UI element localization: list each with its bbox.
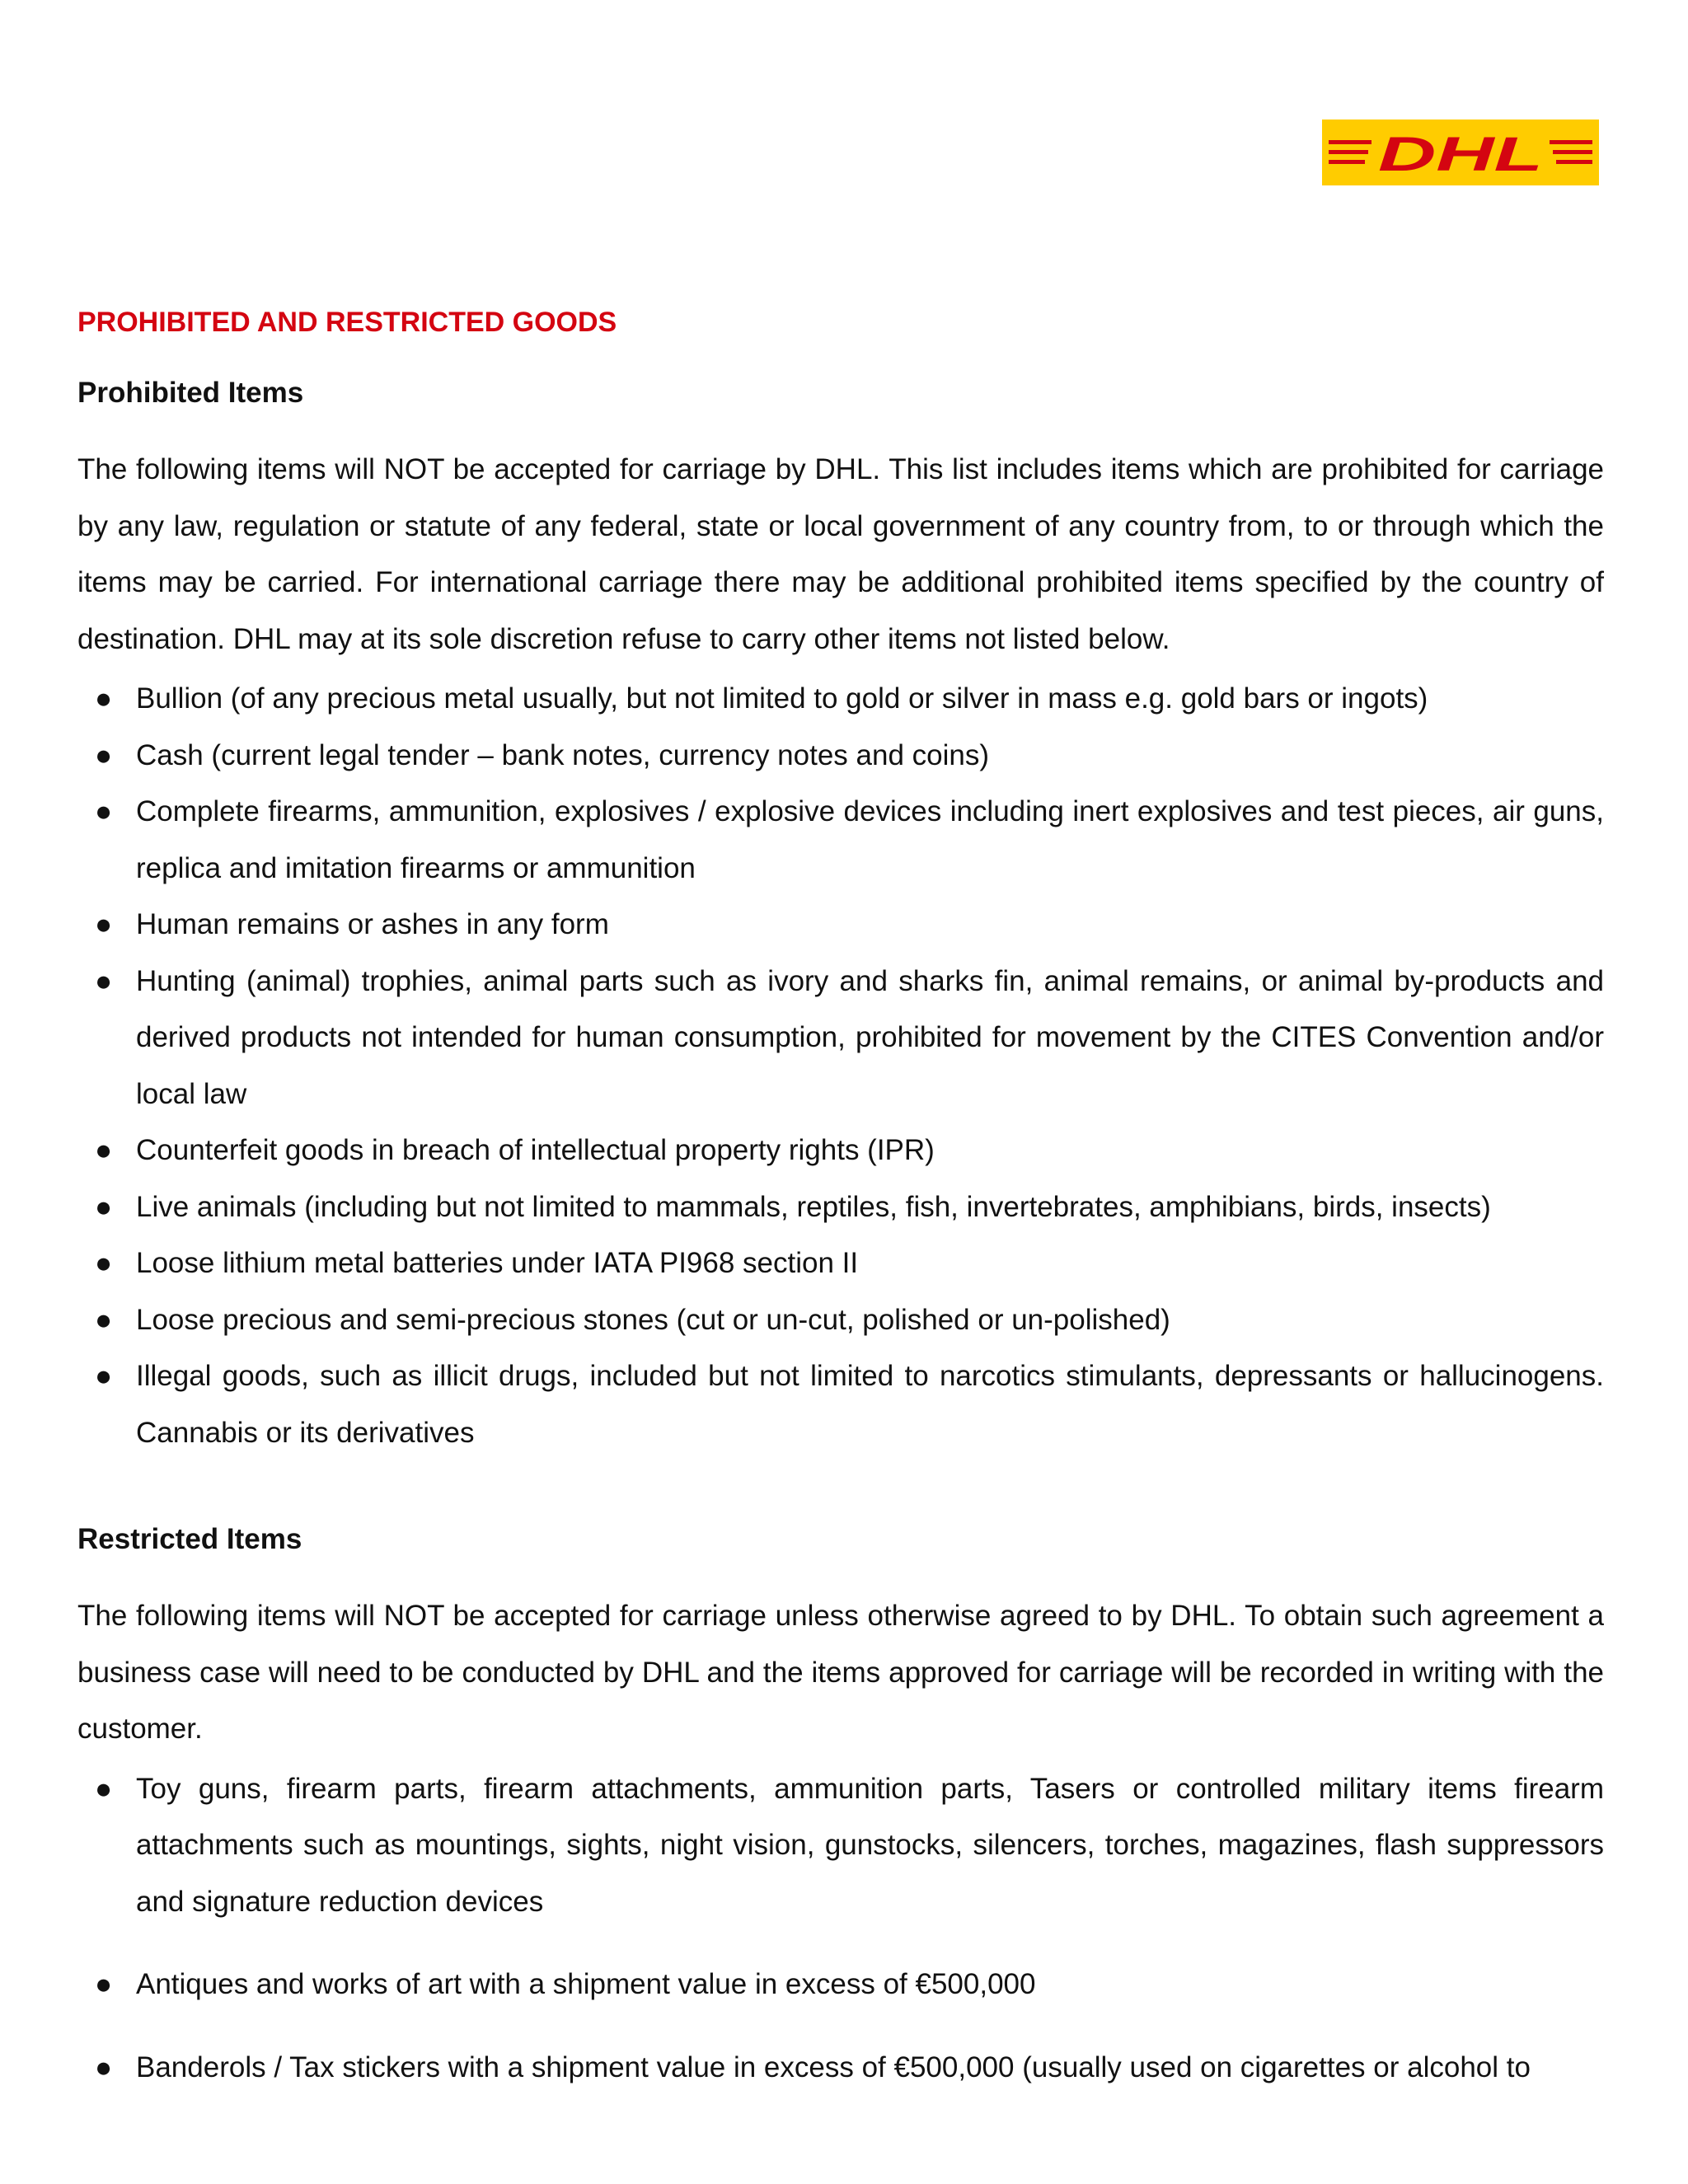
bullet-icon: ● [95, 964, 113, 997]
bullet-icon: ● [95, 908, 113, 940]
restricted-heading: Restricted Items [77, 1523, 302, 1555]
bullet-icon: ● [95, 1772, 113, 1805]
list-item: ● Loose precious and semi-precious stones (cut or un-cut, polished or un-polished) [77, 1292, 1604, 1349]
restricted-intro: The following items will NOT be accepted for carriage unless otherwise agreed to by DHL. To obtain such agreement a business case will need to be conducted by DHL and the items approved for carriage will be recorded in writing with the customer. [77, 1600, 1604, 1745]
bullet-icon: ● [95, 1303, 113, 1336]
bullet-icon: ● [95, 1190, 113, 1223]
list-item: ● Banderols / Tax stickers with a shipment value in excess of €500,000 (usually used on cigarettes or alcohol to [77, 2040, 1604, 2097]
bullet-icon: ● [95, 1968, 113, 2000]
bullet-icon: ● [95, 1134, 113, 1166]
list-item: ● Complete firearms, ammunition, explosives / explosive devices including inert explosives and test pieces, air guns, replica and imitation firearms or ammunition [77, 784, 1604, 897]
list-item: ● Bullion (of any precious metal usually, but not limited to gold or silver in mass e.g. gold bars or ingots) [77, 671, 1604, 728]
prohibited-list [77, 671, 1604, 1461]
prohibited-heading: Prohibited Items [77, 377, 304, 409]
document-body [77, 297, 1604, 2122]
dhl-logo-wordmark: DHL [1378, 128, 1543, 181]
bullet-icon: ● [95, 1360, 113, 1392]
list-item: ● Illegal goods, such as illicit drugs, included but not limited to narcotics stimulants, depressants or hallucinogens. Cannabis or its derivatives [77, 1348, 1604, 1461]
list-item: ● Loose lithium metal batteries under IATA PI968 section II [77, 1235, 1604, 1292]
bullet-icon: ● [95, 738, 113, 771]
list-item: ● Counterfeit goods in breach of intellectual property rights (IPR) [77, 1122, 1604, 1179]
restricted-list [77, 1761, 1604, 2097]
bullet-icon: ● [95, 1247, 113, 1279]
list-item: ● Hunting (animal) trophies, animal parts such as ivory and sharks fin, animal remains, or animal by-products and derived products not intended for human consumption, prohibited for movement by the CITES Convention and/or local law [77, 954, 1604, 1123]
bullet-icon: ● [95, 682, 113, 715]
prohibited-intro: The following items will NOT be accepted for carriage by DHL. This list includes items which are prohibited for carriage by any law, regulation or statute of any federal, state or local government of any country from, to or through which the items may be carried. For international carriage there may be additional prohibited items specified by the country of destination. DHL may at its sole discretion refuse to carry other items not listed below. [77, 453, 1604, 655]
bullet-icon: ● [95, 2050, 113, 2083]
bullet-icon: ● [95, 795, 113, 827]
dhl-logo [1322, 120, 1599, 185]
list-item: ● Human remains or ashes in any form [77, 897, 1604, 954]
list-item: ● Toy guns, firearm parts, firearm attachments, ammunition parts, Tasers or controlled military items firearm attachments such as mountings, sights, night vision, gunstocks, silencers, torches, magazines, flash suppressors and signature reduction devices [77, 1761, 1604, 1931]
list-item: ● Live animals (including but not limited to mammals, reptiles, fish, invertebrates, amphibians, birds, insects) [77, 1179, 1604, 1236]
page-title: PROHIBITED AND RESTRICTED GOODS [77, 307, 617, 338]
list-item: ● Cash (current legal tender – bank notes, currency notes and coins) [77, 728, 1604, 785]
list-item: ● Antiques and works of art with a shipment value in excess of €500,000 [77, 1957, 1604, 2013]
